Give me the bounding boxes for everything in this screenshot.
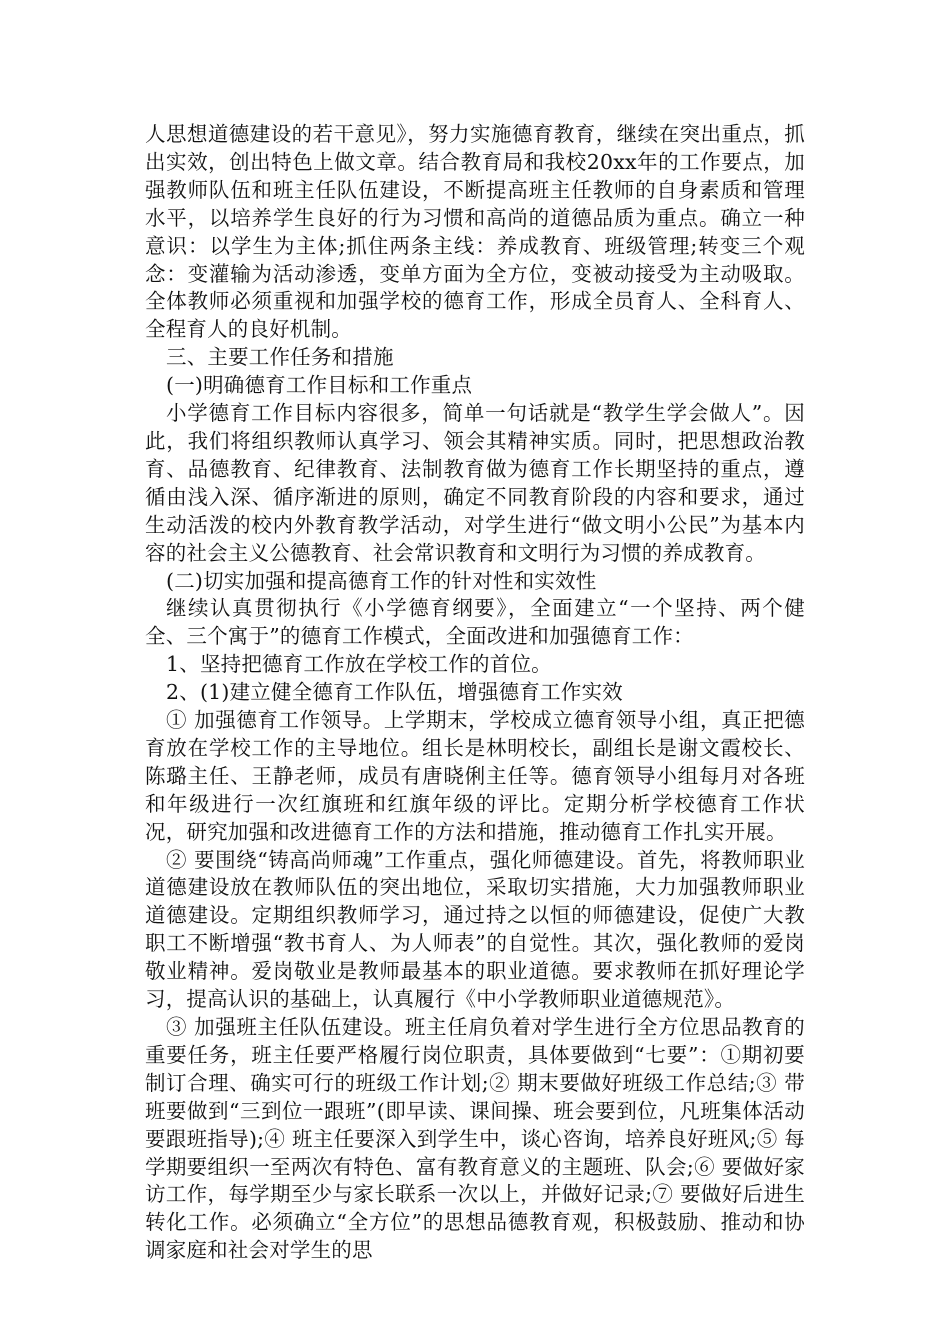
paragraph-effectiveness: 继续认真贯彻执行《小学德育纲要》，全面建立“一个坚持、两个健全、三个寓于”的德育工作模式，全面改进和加强德育工作： xyxy=(145,596,805,649)
item-priority: 1、坚持把德育工作放在学校工作的首位。 xyxy=(166,652,552,677)
paragraph-leadership: ① 加强德育工作领导。上学期末，学校成立德育领导小组，真正把德育放在学校工作的主导地位。组长是林明校长，副组长是谢文霞校长、陈璐主任、王静老师，成员有唐晓俐主任等。德育领导小组每月对各班和年级进行一次红旗班和红旗年级的评比。定期分析学校德育工作状况，研究加强和改进德育工作的方法和措施，推动德育工作扎实开展。 xyxy=(145,708,805,844)
paragraph-goals: 小学德育工作目标内容很多，简单一句话就是“教学生学会做人”。因此，我们将组织教师认真学习、领会其精神实质。同时，把思想政治教育、品德教育、纪律教育、法制教育做为德育工作长期坚持的重点，遵循由浅入深、循序渐进的原则，确定不同教育阶段的内容和要求，通过生动活泼的校内外教育教学活动，对学生进行“做文明小公民”为基本内容的社会主义公德教育、社会常识教育和文明行为习惯的养成教育。 xyxy=(145,401,805,565)
heading-effectiveness: (二)切实加强和提高德育工作的针对性和实效性 xyxy=(166,568,597,593)
paragraph-class-teachers: ③ 加强班主任队伍建设。班主任肩负着对学生进行全方位思品教育的重要任务，班主任要严格履行岗位职责，具体要做到“七要”：①期初要制订合理、确实可行的班级工作计划;② 期末要做好班级工作总结;③ 带班要做到“三到位一跟班”(即早读、课间操、班会要到位，凡班集体活动要跟班指导);④ 班主任要深入到学生中，谈心咨询，培养良好班风;⑤ 每学期要组织一至两次有特色、富有教育意义的主题班、队会;⑥ 要做好家访工作，每学期至少与家长联系一次以上，并做好记录;⑦ 要做好后进生转化工作。必须确立“全方位”的思想品德教育观，积极鼓励、推动和协调家庭和社会对学生的思 xyxy=(145,1015,805,1263)
document-body xyxy=(145,121,805,1265)
item-team-building: 2、(1)建立健全德育工作队伍，增强德育工作实效 xyxy=(166,680,623,705)
heading-goals: (一)明确德育工作目标和工作重点 xyxy=(166,373,473,398)
paragraph-teacher-ethics: ② 要围绕“铸高尚师魂”工作重点，强化师德建设。首先，将教师职业道德建设放在教师队伍的突出地位，采取切实措施，大力加强教师职业道德建设。定期组织教师学习，通过持之以恒的师德建设，促使广大教职工不断增强“教书育人、为人师表”的自觉性。其次，强化教师的爱岗敬业精神。爱岗敬业是教师最基本的职业道德。要求教师在抓好理论学习，提高认识的基础上，认真履行《中小学教师职业道德规范》。 xyxy=(145,847,805,1012)
heading-main-tasks: 三、主要工作任务和措施 xyxy=(166,345,394,370)
paragraph-intro-continued: 人思想道德建设的若干意见》，努力实施德育教育，继续在突出重点，抓出实效，创出特色上做文章。结合教育局和我校20xx年的工作要点，加强教师队伍和班主任队伍建设，不断提高班主任教师的自身素质和管理水平，以培养学生良好的行为习惯和高尚的道德品质为重点。确立一种意识：以学生为主体;抓住两条主线：养成教育、班级管理;转变三个观念：变灌输为活动渗透，变单方面为全方位，变被动接受为主动吸取。全体教师必须重视和加强学校的德育工作，形成全员育人、全科育人、全程育人的良好机制。 xyxy=(145,122,805,342)
